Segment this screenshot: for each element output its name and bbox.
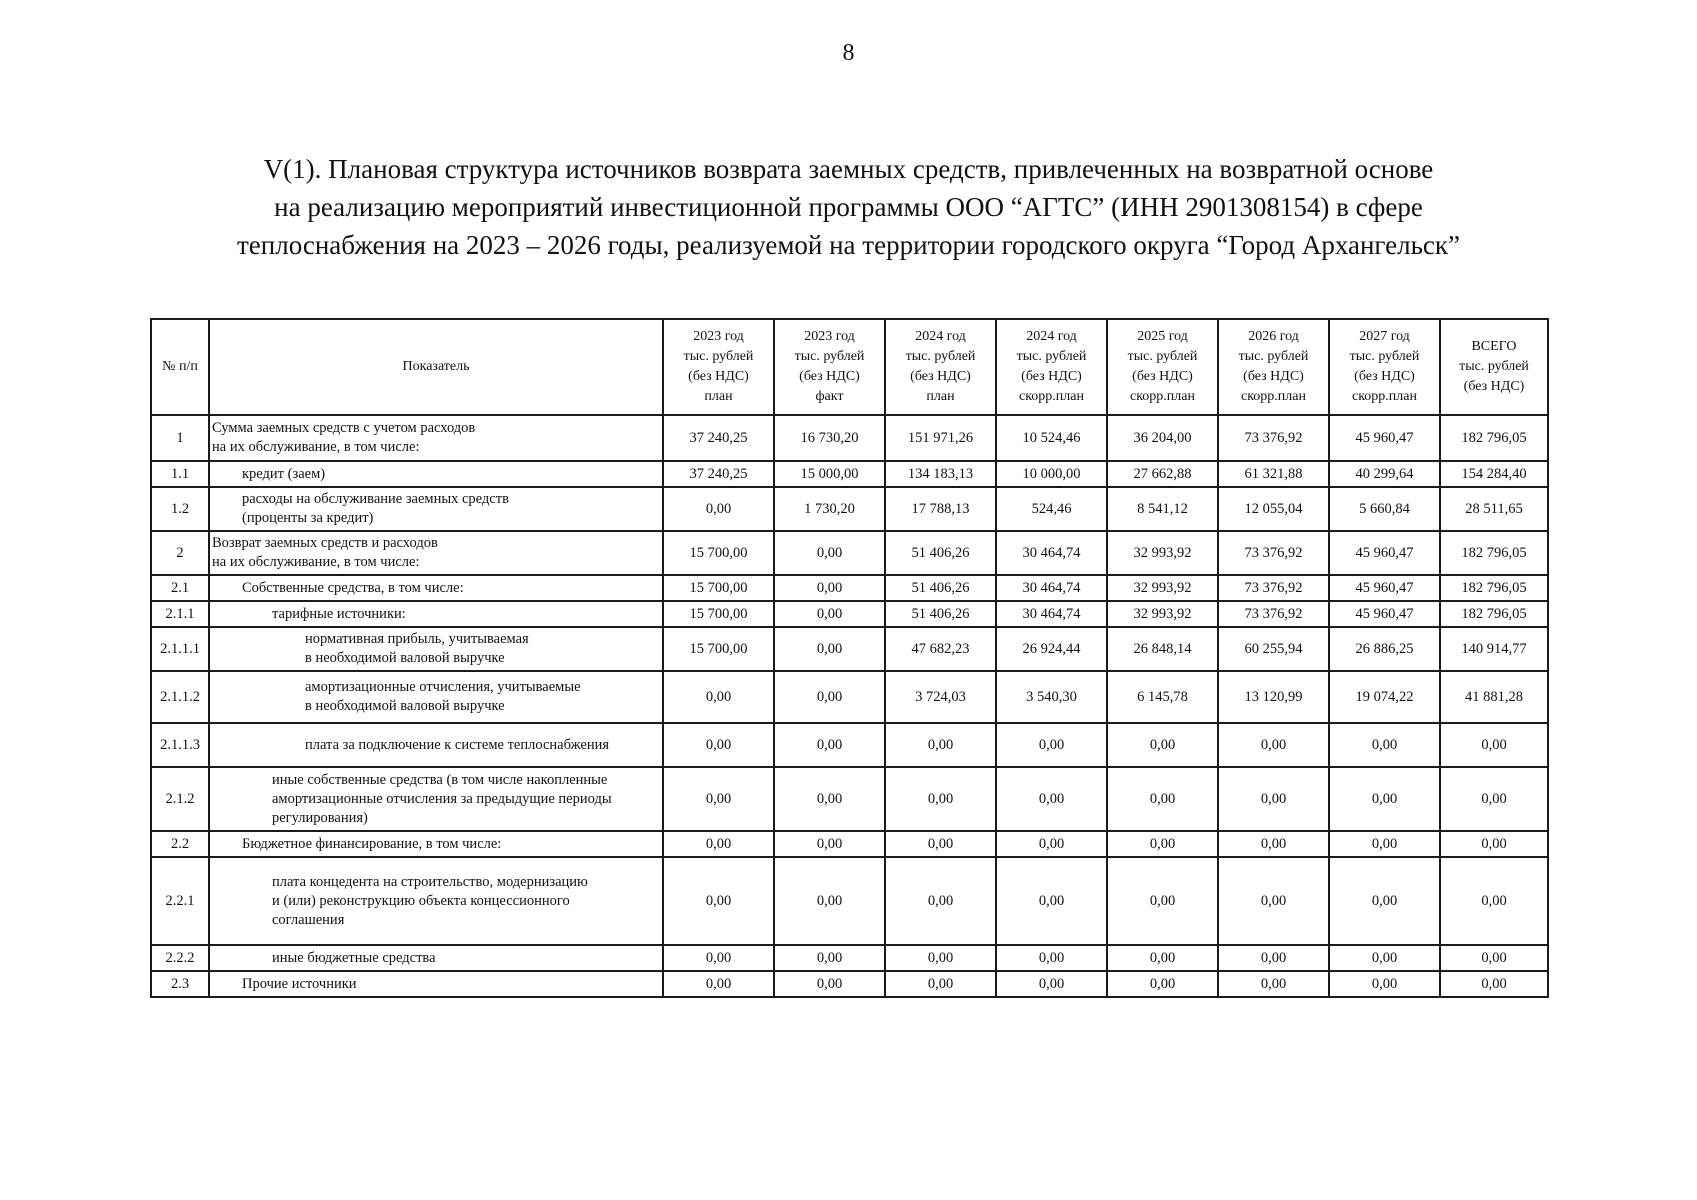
table-row [151, 461, 1548, 487]
row-number: 2.1 [151, 575, 209, 601]
indicator-line: Собственные средства, в том числе: [242, 579, 464, 596]
header-line: Показатель [402, 359, 470, 374]
row-number: 2.1.1.2 [151, 671, 209, 723]
header-line: план [926, 389, 955, 404]
value-cell: 28 511,65 [1440, 487, 1548, 531]
value-cell: 0,00 [774, 857, 885, 945]
header-line: 2026 год [1248, 329, 1299, 344]
header-line: (без НДС) [1354, 369, 1415, 384]
row-number: 2.3 [151, 971, 209, 997]
row-indicator [209, 767, 663, 831]
value-cell: 0,00 [663, 671, 774, 723]
value-cell: 0,00 [663, 831, 774, 857]
table-row [151, 487, 1548, 531]
value-cell: 0,00 [774, 671, 885, 723]
value-cell: 0,00 [1218, 767, 1329, 831]
value-cell: 15 000,00 [774, 461, 885, 487]
value-cell: 0,00 [996, 831, 1107, 857]
value-cell: 26 924,44 [996, 627, 1107, 671]
header-year-column [1107, 319, 1218, 415]
value-cell: 47 682,23 [885, 627, 996, 671]
document-title [150, 150, 1547, 264]
table-row [151, 945, 1548, 971]
header-year-column [1218, 319, 1329, 415]
value-cell: 30 464,74 [996, 601, 1107, 627]
value-cell: 524,46 [996, 487, 1107, 531]
indicator-line: Сумма заемных средств с учетом расходов [212, 420, 476, 436]
header-line: № п/п [162, 359, 198, 374]
value-cell: 73 376,92 [1218, 575, 1329, 601]
row-number: 1.2 [151, 487, 209, 531]
indicator-line: плата концедента на строительство, модернизацию [272, 873, 588, 890]
header-indicator [209, 319, 663, 415]
row-number: 2.1.2 [151, 767, 209, 831]
row-number: 1 [151, 415, 209, 461]
value-cell: 0,00 [1218, 971, 1329, 997]
value-cell: 51 406,26 [885, 531, 996, 575]
header-line: (без НДС) [688, 369, 749, 384]
table-container [150, 318, 1547, 998]
indicator-line: в необходимой валовой выручке [305, 698, 505, 714]
value-cell: 0,00 [774, 531, 885, 575]
row-indicator [209, 723, 663, 767]
row-indicator [209, 487, 663, 531]
value-cell: 0,00 [774, 971, 885, 997]
value-cell: 26 886,25 [1329, 627, 1440, 671]
value-cell: 0,00 [1107, 831, 1218, 857]
value-cell: 0,00 [1218, 831, 1329, 857]
header-year-column [885, 319, 996, 415]
value-cell: 3 724,03 [885, 671, 996, 723]
row-number: 2 [151, 531, 209, 575]
value-cell: 36 204,00 [1107, 415, 1218, 461]
value-cell: 0,00 [1329, 723, 1440, 767]
value-cell: 32 993,92 [1107, 575, 1218, 601]
value-cell: 26 848,14 [1107, 627, 1218, 671]
value-cell: 19 074,22 [1329, 671, 1440, 723]
value-cell: 32 993,92 [1107, 531, 1218, 575]
indicator-line: регулирования) [272, 809, 368, 826]
indicator-line: нормативная прибыль, учитываемая [305, 631, 529, 647]
value-cell: 182 796,05 [1440, 601, 1548, 627]
value-cell: 30 464,74 [996, 531, 1107, 575]
value-cell: 0,00 [996, 857, 1107, 945]
value-cell: 0,00 [996, 767, 1107, 831]
value-cell: 0,00 [774, 627, 885, 671]
header-line: факт [815, 389, 844, 404]
indicator-line: в необходимой валовой выручке [305, 650, 505, 666]
value-cell: 41 881,28 [1440, 671, 1548, 723]
value-cell: 0,00 [663, 487, 774, 531]
indicator-line: Прочие источники [242, 975, 357, 992]
value-cell: 0,00 [885, 767, 996, 831]
value-cell: 37 240,25 [663, 415, 774, 461]
row-indicator [209, 415, 663, 461]
value-cell: 0,00 [663, 945, 774, 971]
header-year-column [1329, 319, 1440, 415]
table-row [151, 575, 1548, 601]
indicator-line: амортизационные отчисления, учитываемые [305, 679, 581, 695]
value-cell: 15 700,00 [663, 601, 774, 627]
header-line: (без НДС) [1463, 379, 1525, 394]
header-line: (без НДС) [1243, 369, 1304, 384]
value-cell: 0,00 [1440, 945, 1548, 971]
indicator-line: расходы на обслуживание заемных средств [242, 491, 509, 507]
header-line: 2025 год [1137, 329, 1188, 344]
investment-sources-table [150, 318, 1549, 998]
header-year-column [774, 319, 885, 415]
value-cell: 0,00 [1107, 723, 1218, 767]
header-line: ВСЕГО [1471, 339, 1517, 354]
value-cell: 61 321,88 [1218, 461, 1329, 487]
value-cell: 15 700,00 [663, 627, 774, 671]
value-cell: 0,00 [1329, 767, 1440, 831]
header-line: скорр.план [1241, 389, 1306, 404]
header-line: тыс. рублей [1127, 349, 1198, 364]
value-cell: 0,00 [1329, 945, 1440, 971]
value-cell: 182 796,05 [1440, 415, 1548, 461]
header-line: тыс. рублей [1349, 349, 1420, 364]
value-cell: 13 120,99 [1218, 671, 1329, 723]
title-line: на реализацию мероприятий инвестиционной программы ООО “АГТС” (ИНН 2901308154) в сфере [274, 192, 1423, 222]
header-line: план [704, 389, 733, 404]
header-line: (без НДС) [1021, 369, 1082, 384]
value-cell: 0,00 [1440, 971, 1548, 997]
value-cell: 0,00 [1329, 857, 1440, 945]
indicator-line: на их обслуживание, в том числе: [212, 439, 420, 455]
value-cell: 0,00 [1440, 723, 1548, 767]
header-line: 2027 год [1359, 329, 1410, 344]
value-cell: 0,00 [774, 945, 885, 971]
value-cell: 0,00 [1107, 857, 1218, 945]
value-cell: 32 993,92 [1107, 601, 1218, 627]
value-cell: 40 299,64 [1329, 461, 1440, 487]
indicator-line: иные бюджетные средства [272, 949, 436, 966]
value-cell: 0,00 [885, 723, 996, 767]
header-line: (без НДС) [910, 369, 971, 384]
indicator-line: амортизационные отчисления за предыдущие периоды [272, 790, 612, 807]
value-cell: 0,00 [663, 971, 774, 997]
row-number: 1.1 [151, 461, 209, 487]
row-indicator [209, 671, 663, 723]
row-indicator [209, 575, 663, 601]
row-indicator [209, 531, 663, 575]
value-cell: 0,00 [1440, 831, 1548, 857]
header-line: (без НДС) [1132, 369, 1193, 384]
table-row [151, 857, 1548, 945]
value-cell: 51 406,26 [885, 575, 996, 601]
value-cell: 134 183,13 [885, 461, 996, 487]
row-number: 2.2.1 [151, 857, 209, 945]
value-cell: 0,00 [1329, 831, 1440, 857]
row-indicator [209, 857, 663, 945]
value-cell: 0,00 [996, 723, 1107, 767]
value-cell: 73 376,92 [1218, 531, 1329, 575]
value-cell: 45 960,47 [1329, 601, 1440, 627]
row-number: 2.1.1 [151, 601, 209, 627]
row-indicator [209, 831, 663, 857]
value-cell: 3 540,30 [996, 671, 1107, 723]
indicator-line: Бюджетное финансирование, в том числе: [242, 835, 502, 852]
value-cell: 45 960,47 [1329, 531, 1440, 575]
table-row [151, 767, 1548, 831]
value-cell: 10 000,00 [996, 461, 1107, 487]
value-cell: 6 145,78 [1107, 671, 1218, 723]
value-cell: 37 240,25 [663, 461, 774, 487]
value-cell: 1 730,20 [774, 487, 885, 531]
indicator-line: и (или) реконструкцию объекта концессионного [272, 892, 570, 909]
value-cell: 0,00 [1329, 971, 1440, 997]
value-cell: 0,00 [885, 971, 996, 997]
header-year-column [1440, 319, 1548, 415]
value-cell: 15 700,00 [663, 531, 774, 575]
value-cell: 0,00 [885, 857, 996, 945]
indicator-line: иные собственные средства (в том числе накопленные [272, 771, 608, 788]
value-cell: 45 960,47 [1329, 415, 1440, 461]
table-row [151, 723, 1548, 767]
header-line: 2023 год [693, 329, 744, 344]
table-header-row [151, 319, 1548, 415]
header-line: тыс. рублей [683, 349, 754, 364]
value-cell: 140 914,77 [1440, 627, 1548, 671]
value-cell: 0,00 [774, 723, 885, 767]
value-cell: 0,00 [774, 767, 885, 831]
value-cell: 73 376,92 [1218, 601, 1329, 627]
value-cell: 0,00 [1107, 971, 1218, 997]
row-number: 2.1.1.3 [151, 723, 209, 767]
value-cell: 30 464,74 [996, 575, 1107, 601]
value-cell: 0,00 [774, 601, 885, 627]
indicator-line: соглашения [272, 911, 345, 928]
value-cell: 27 662,88 [1107, 461, 1218, 487]
indicator-line: (проценты за кредит) [242, 510, 374, 526]
value-cell: 0,00 [774, 831, 885, 857]
table-body [151, 415, 1548, 997]
title-line: теплоснабжения на 2023 – 2026 годы, реализуемой на территории городского округа “Город Архангельск” [236, 230, 1460, 260]
value-cell: 12 055,04 [1218, 487, 1329, 531]
value-cell: 10 524,46 [996, 415, 1107, 461]
value-cell: 0,00 [996, 971, 1107, 997]
row-indicator [209, 461, 663, 487]
page-number: 8 [842, 40, 855, 66]
table-row [151, 831, 1548, 857]
value-cell: 0,00 [1218, 723, 1329, 767]
value-cell: 0,00 [996, 945, 1107, 971]
value-cell: 0,00 [1218, 945, 1329, 971]
row-number: 2.1.1.1 [151, 627, 209, 671]
header-line: 2023 год [804, 329, 855, 344]
value-cell: 5 660,84 [1329, 487, 1440, 531]
value-cell: 51 406,26 [885, 601, 996, 627]
header-line: тыс. рублей [1016, 349, 1087, 364]
header-line: скорр.план [1352, 389, 1417, 404]
table-row [151, 415, 1548, 461]
value-cell: 0,00 [663, 857, 774, 945]
value-cell: 0,00 [885, 831, 996, 857]
header-number [151, 319, 209, 415]
title-line: V(1). Плановая структура источников возврата заемных средств, привлеченных на возвратной основе [263, 154, 1434, 184]
value-cell: 8 541,12 [1107, 487, 1218, 531]
table-row [151, 601, 1548, 627]
value-cell: 0,00 [1440, 857, 1548, 945]
indicator-line: тарифные источники: [272, 605, 406, 622]
value-cell: 151 971,26 [885, 415, 996, 461]
value-cell: 0,00 [663, 723, 774, 767]
header-line: тыс. рублей [905, 349, 976, 364]
row-indicator [209, 601, 663, 627]
header-year-column [996, 319, 1107, 415]
row-indicator [209, 945, 663, 971]
value-cell: 0,00 [1218, 857, 1329, 945]
value-cell: 182 796,05 [1440, 575, 1548, 601]
header-line: 2024 год [915, 329, 966, 344]
value-cell: 73 376,92 [1218, 415, 1329, 461]
header-line: тыс. рублей [794, 349, 865, 364]
row-number: 2.2 [151, 831, 209, 857]
value-cell: 0,00 [663, 767, 774, 831]
table-row [151, 971, 1548, 997]
value-cell: 15 700,00 [663, 575, 774, 601]
value-cell: 0,00 [1107, 945, 1218, 971]
value-cell: 182 796,05 [1440, 531, 1548, 575]
header-line: (без НДС) [799, 369, 860, 384]
header-line: тыс. рублей [1238, 349, 1309, 364]
value-cell: 0,00 [1440, 767, 1548, 831]
table-row [151, 627, 1548, 671]
header-line: тыс. рублей [1459, 359, 1529, 374]
row-number: 2.2.2 [151, 945, 209, 971]
header-line: скорр.план [1130, 389, 1195, 404]
value-cell: 154 284,40 [1440, 461, 1548, 487]
header-line: 2024 год [1026, 329, 1077, 344]
indicator-line: кредит (заем) [242, 465, 326, 482]
row-indicator [209, 971, 663, 997]
value-cell: 60 255,94 [1218, 627, 1329, 671]
indicator-line: на их обслуживание, в том числе: [212, 554, 420, 570]
table-row [151, 671, 1548, 723]
value-cell: 0,00 [774, 575, 885, 601]
indicator-line: плата за подключение к системе теплоснабжения [305, 736, 610, 753]
value-cell: 17 788,13 [885, 487, 996, 531]
row-indicator [209, 627, 663, 671]
header-year-column [663, 319, 774, 415]
header-line: скорр.план [1019, 389, 1084, 404]
value-cell: 45 960,47 [1329, 575, 1440, 601]
table-row [151, 531, 1548, 575]
value-cell: 0,00 [1107, 767, 1218, 831]
indicator-line: Возврат заемных средств и расходов [212, 535, 438, 551]
value-cell: 0,00 [885, 945, 996, 971]
value-cell: 16 730,20 [774, 415, 885, 461]
